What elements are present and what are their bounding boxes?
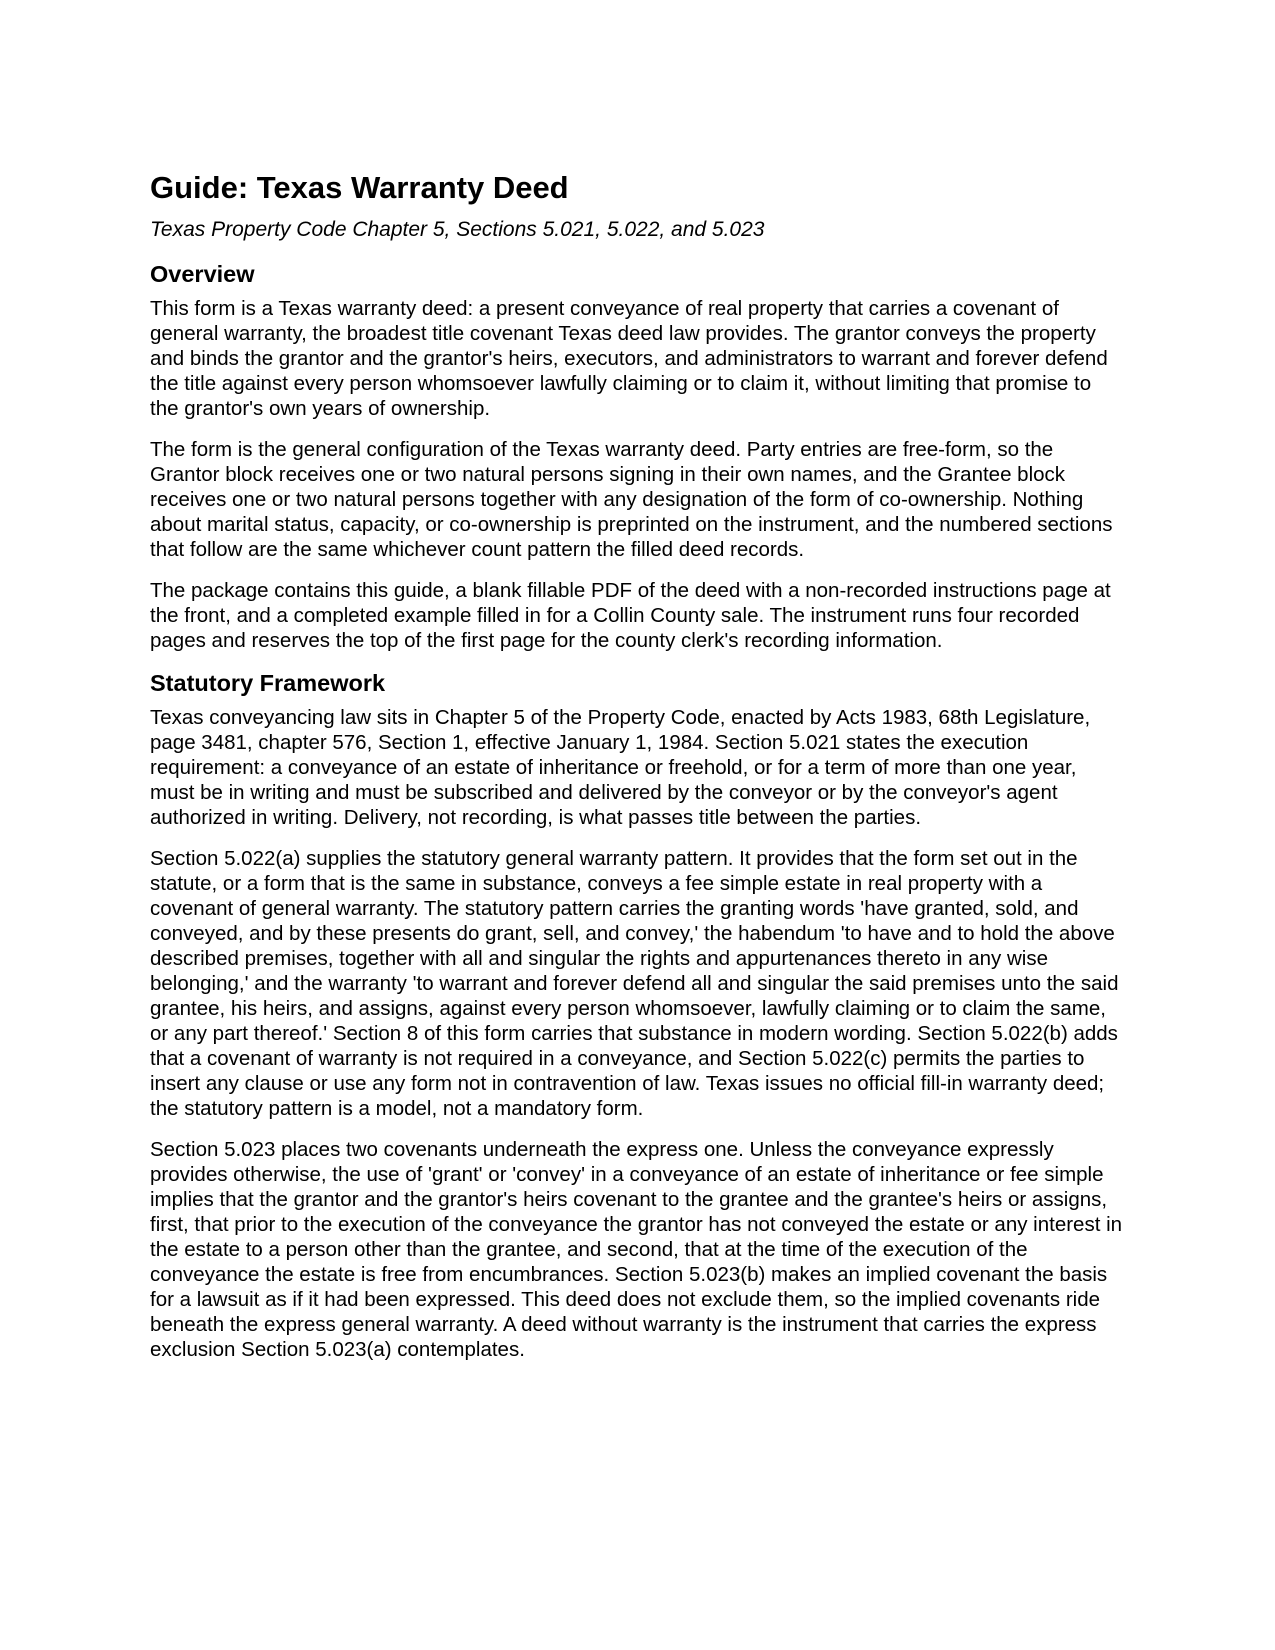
paragraph: This form is a Texas warranty deed: a present conveyance of real property that carries a covenant of general warranty, the broadest title covenant Texas deed law provides. The grantor conveys the property and binds the grantor and the grantor's heirs, executors, and administrators to warrant and forever defend the title against every person whomsoever lawfully claiming or to claim it, without limiting that promise to the grantor's own years of ownership. <box>150 297 1108 420</box>
paragraph: Section 5.022(a) supplies the statutory general warranty pattern. It provides that the form set out in the statute, or a form that is the same in substance, conveys a fee simple estate in real property with a covenant of general warranty. The statutory pattern carries the granting words 'have granted, sold, and conveyed, and by these presents do grant, sell, and convey,' the habendum 'to have and to hold the above described premises, together with all and singular the rights and appurtenances thereto in any wise belonging,' and the warranty 'to warrant and forever defend all and singular the said premises unto the said grantee, his heirs, and assigns, against every person whomsoever, lawfully claiming or to claim the same, or any part thereof.' Section 8 of this form carries that substance in modern wording. Section 5.022(b) adds that a covenant of warranty is not required in a conveyance, and Section 5.022(c) permits the parties to insert any clause or use any form not in contravention of law. Texas issues no official fill-in warranty deed; the statutory pattern is a model, not a mandatory form. <box>150 847 1119 1120</box>
section-statutory-framework <box>150 669 1125 1362</box>
section-heading-overview: Overview <box>150 261 255 287</box>
section-overview <box>150 260 1125 653</box>
page-title: Guide: Texas Warranty Deed <box>150 170 569 205</box>
page-subtitle: Texas Property Code Chapter 5, Sections 5.021, 5.022, and 5.023 <box>150 218 765 241</box>
paragraph: Texas conveyancing law sits in Chapter 5 of the Property Code, enacted by Acts 1983, 68th Legislature, page 3481, chapter 576, Section 1, effective January 1, 1984. Section 5.021 states the execution requirement: a conveyance of an estate of inheritance or freehold, or for a term of more than one year, must be in writing and must be subscribed and delivered by the conveyor or by the conveyor's agent authorized in writing. Delivery, not recording, is what passes title between the parties. <box>150 706 1091 829</box>
section-heading-statutory-framework: Statutory Framework <box>150 670 386 696</box>
paragraph: The package contains this guide, a blank fillable PDF of the deed with a non-recorded instructions page at the front, and a completed example filled in for a Collin County sale. The instrument runs four recorded pages and reserves the top of the first page for the county clerk's recording information. <box>150 579 1111 652</box>
paragraph: Section 5.023 places two covenants underneath the express one. Unless the conveyance expressly provides otherwise, the use of 'grant' or 'convey' in a conveyance of an estate of inheritance or fee simple implies that the grantor and the grantor's heirs covenant to the grantee and the grantee's heirs or assigns, first, that prior to the execution of the conveyance the grantor has not conveyed the estate or any interest in the estate to a person other than the grantee, and second, that at the time of the execution of the conveyance the estate is free from encumbrances. Section 5.023(b) makes an implied covenant the basis for a lawsuit as if it had been expressed. This deed does not exclude them, so the implied covenants ride beneath the express general warranty. A deed without warranty is the instrument that carries the express exclusion Section 5.023(a) contemplates. <box>150 1138 1123 1361</box>
paragraph: The form is the general configuration of the Texas warranty deed. Party entries are free-form, so the Grantor block receives one or two natural persons signing in their own names, and the Grantee block receives one or two natural persons together with any designation of the form of co-ownership. Nothing about marital status, capacity, or co-ownership is preprinted on the instrument, and the numbered sections that follow are the same whichever count pattern the filled deed records. <box>150 438 1113 561</box>
document-page <box>150 170 1125 1378</box>
